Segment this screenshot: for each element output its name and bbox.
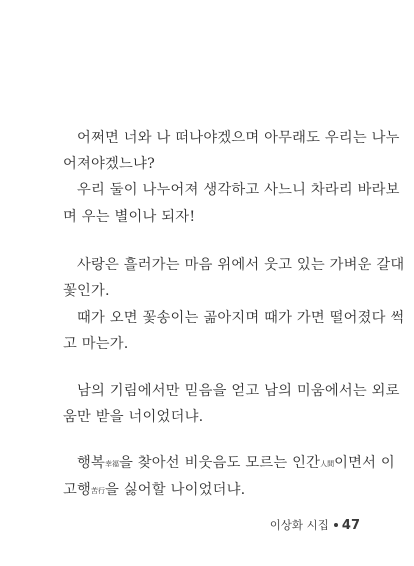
poem-line: 남의 기림에서만 믿음을 얻고 남의 미움에서는 외로 bbox=[77, 383, 400, 399]
poem-line: 움만 받을 너이었더냐. bbox=[63, 409, 204, 425]
poem-line: 때가 오면 꽃송이는 곪아지며 때가 가면 떨어졌다 썩 bbox=[77, 310, 405, 326]
poem-line: 어져야겠느냐? bbox=[63, 156, 155, 172]
page-number: 47 bbox=[341, 518, 360, 533]
poem-line: 꽃인가. bbox=[63, 283, 110, 299]
poem-line bbox=[63, 480, 245, 501]
poem-line: 어쩌면 너와 나 떠나야겠으며 아무래도 우리는 나누 bbox=[77, 130, 400, 146]
poem-line: 사랑은 흘러가는 마음 위에서 웃고 있는 가벼운 갈대 bbox=[77, 257, 405, 273]
poem-text: 이면서 이 bbox=[334, 455, 395, 471]
poem-line: 우리 둘이 나누어져 생각하고 사느니 차라리 바라보 bbox=[77, 182, 400, 198]
poem-line: 고 마는가. bbox=[63, 336, 129, 352]
poem-text: 행복 bbox=[77, 455, 106, 471]
poem-text: 을 싫어할 나이었더냐. bbox=[105, 482, 246, 498]
poem-line: 며 우는 별이나 되자! bbox=[63, 209, 196, 225]
hanja-annotation: 苦行 bbox=[91, 487, 106, 495]
hanja-annotation: 幸福 bbox=[105, 460, 120, 468]
book-title: 이상화 시집 bbox=[269, 518, 329, 532]
separator-dot-icon bbox=[334, 523, 338, 527]
poem-text: 고행 bbox=[63, 482, 92, 498]
page-footer bbox=[270, 517, 360, 533]
poem-line bbox=[77, 453, 395, 474]
poem-text: 을 찾아선 비웃음도 모르는 인간 bbox=[119, 455, 321, 471]
hanja-annotation: 人間 bbox=[320, 460, 335, 468]
